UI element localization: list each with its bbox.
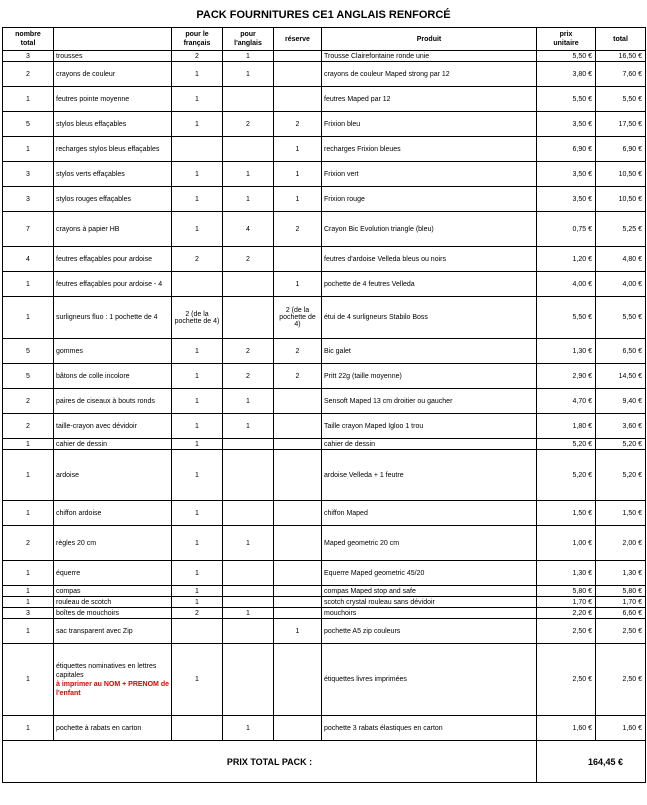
row-produit: étiquettes livres imprimées [322,644,537,716]
row-prix-unitaire: 4,70 € [537,389,596,414]
row-nombre: 5 [3,112,54,137]
row-nombre: 2 [3,62,54,87]
header-nombre-total: nombre total [3,28,54,51]
row-prix-unitaire: 0,75 € [537,212,596,247]
row-total: 5,25 € [596,212,646,247]
row-reserve [274,450,322,501]
row-nombre: 1 [3,644,54,716]
row-pour-francais: 2 [172,247,223,272]
row-total: 17,50 € [596,112,646,137]
row-prix-unitaire: 1,80 € [537,414,596,439]
row-pour-anglais [223,586,274,597]
row-reserve [274,51,322,62]
table-row [3,51,646,62]
row-designation: surligneurs fluo : 1 pochette de 4 [54,297,172,339]
table-row [3,526,646,561]
row-nombre: 2 [3,526,54,561]
header-designation [54,28,172,51]
table-row [3,339,646,364]
row-pour-anglais: 1 [223,414,274,439]
row-total: 6,90 € [596,137,646,162]
row-designation: stylos verts effaçables [54,162,172,187]
row-prix-unitaire: 5,50 € [537,87,596,112]
row-designation: sac transparent avec Zip [54,619,172,644]
row-prix-unitaire: 2,20 € [537,608,596,619]
row-produit: pochette A5 zip couleurs [322,619,537,644]
table-row [3,87,646,112]
row-pour-anglais: 4 [223,212,274,247]
row-reserve: 2 [274,339,322,364]
row-reserve [274,247,322,272]
row-designation: pochette à rabats en carton [54,716,172,741]
row-pour-anglais: 1 [223,187,274,212]
row-produit: Crayon Bic Evolution triangle (bleu) [322,212,537,247]
row-pour-anglais: 1 [223,526,274,561]
row-produit: feutres d'ardoise Velleda bleus ou noirs [322,247,537,272]
table-row [3,187,646,212]
row-prix-unitaire: 1,50 € [537,501,596,526]
row-pour-anglais [223,644,274,716]
row-total: 2,50 € [596,644,646,716]
row-pour-anglais [223,501,274,526]
row-produit: Sensoft Maped 13 cm droitier ou gaucher [322,389,537,414]
row-designation: cahier de dessin [54,439,172,450]
row-designation: stylos bleus effaçables [54,112,172,137]
row-prix-unitaire: 2,50 € [537,619,596,644]
row-produit: cahier de dessin [322,439,537,450]
total-value: 164,45 € [537,741,646,783]
table-row [3,619,646,644]
row-pour-francais: 1 [172,62,223,87]
row-pour-francais: 2 (de la pochette de 4) [172,297,223,339]
row-pour-francais: 1 [172,561,223,586]
row-pour-francais [172,137,223,162]
header-total: total [596,28,646,51]
row-pour-anglais [223,87,274,112]
row-prix-unitaire: 3,80 € [537,62,596,87]
row-total: 4,80 € [596,247,646,272]
table-row [3,137,646,162]
row-prix-unitaire: 6,90 € [537,137,596,162]
table-row [3,62,646,87]
row-pour-francais: 2 [172,51,223,62]
header-prix-unitaire: prix unitaire [537,28,596,51]
header-pour-francais: pour le français [172,28,223,51]
row-reserve: 2 [274,212,322,247]
row-designation: rouleau de scotch [54,597,172,608]
row-pour-anglais [223,597,274,608]
row-produit: étui de 4 surligneurs Stabilo Boss [322,297,537,339]
row-pour-francais: 1 [172,526,223,561]
row-prix-unitaire: 5,50 € [537,51,596,62]
table-row [3,297,646,339]
table-row [3,501,646,526]
row-designation: étiquettes nominatives en lettres capitales à imprimer au NOM + PRENOM de l'enfant [54,644,172,716]
row-nombre: 3 [3,51,54,62]
row-reserve [274,62,322,87]
row-nombre: 3 [3,162,54,187]
row-pour-francais: 1 [172,450,223,501]
row-pour-anglais [223,137,274,162]
row-nombre: 1 [3,501,54,526]
row-prix-unitaire: 5,50 € [537,297,596,339]
row-produit: pochette 3 rabats élastiques en carton [322,716,537,741]
row-prix-unitaire: 1,70 € [537,597,596,608]
row-produit: ardoise Velleda + 1 feutre [322,450,537,501]
row-reserve [274,716,322,741]
row-produit: compas Maped stop and safe [322,586,537,597]
row-prix-unitaire: 5,20 € [537,450,596,501]
row-reserve: 1 [274,137,322,162]
row-produit: scotch crystal rouleau sans dévidoir [322,597,537,608]
row-produit: Trousse Clairefontaine ronde unie [322,51,537,62]
row-designation: crayons à papier HB [54,212,172,247]
row-designation: trousses [54,51,172,62]
row-total: 5,50 € [596,87,646,112]
row-designation: ardoise [54,450,172,501]
row-nombre: 1 [3,87,54,112]
row-prix-unitaire: 3,50 € [537,187,596,212]
row-reserve [274,501,322,526]
row-prix-unitaire: 5,20 € [537,439,596,450]
row-pour-francais: 2 [172,608,223,619]
row-prix-unitaire: 1,30 € [537,339,596,364]
row-reserve: 1 [274,619,322,644]
row-total: 1,60 € [596,716,646,741]
row-nombre: 7 [3,212,54,247]
table-row [3,389,646,414]
row-pour-anglais: 2 [223,364,274,389]
row-nombre: 4 [3,247,54,272]
row-total: 5,20 € [596,450,646,501]
row-pour-francais: 1 [172,87,223,112]
row-nombre: 3 [3,608,54,619]
row-pour-francais: 1 [172,501,223,526]
table-body [3,51,646,741]
row-nombre: 1 [3,716,54,741]
row-nombre: 1 [3,450,54,501]
row-total: 1,30 € [596,561,646,586]
row-pour-francais: 1 [172,644,223,716]
row-pour-francais [172,716,223,741]
header-reserve: réserve [274,28,322,51]
row-designation: boîtes de mouchoirs [54,608,172,619]
row-total: 1,50 € [596,501,646,526]
row-pour-francais [172,272,223,297]
row-nombre: 1 [3,439,54,450]
row-pour-anglais: 1 [223,716,274,741]
table-row [3,162,646,187]
row-reserve [274,586,322,597]
row-pour-francais: 1 [172,439,223,450]
row-nombre: 1 [3,561,54,586]
row-reserve [274,561,322,586]
row-pour-anglais: 2 [223,247,274,272]
row-total: 10,50 € [596,162,646,187]
row-reserve: 2 [274,112,322,137]
row-reserve [274,414,322,439]
row-nombre: 3 [3,187,54,212]
row-designation: recharges stylos bleus effaçables [54,137,172,162]
row-designation: taille-crayon avec dévidoir [54,414,172,439]
row-total: 14,50 € [596,364,646,389]
row-pour-francais: 1 [172,212,223,247]
row-pour-anglais: 1 [223,389,274,414]
row-prix-unitaire: 4,00 € [537,272,596,297]
row-pour-francais: 1 [172,112,223,137]
row-pour-anglais [223,297,274,339]
table-row [3,272,646,297]
row-total: 2,50 € [596,619,646,644]
row-total: 6,60 € [596,608,646,619]
row-nombre: 5 [3,339,54,364]
row-total: 1,70 € [596,597,646,608]
row-prix-unitaire: 3,50 € [537,112,596,137]
row-designation: compas [54,586,172,597]
table-row [3,212,646,247]
row-reserve [274,87,322,112]
row-pour-anglais [223,439,274,450]
row-reserve: 1 [274,272,322,297]
row-total: 3,60 € [596,414,646,439]
row-designation: feutres pointe moyenne [54,87,172,112]
row-total: 4,00 € [596,272,646,297]
row-produit: Maped geometric 20 cm [322,526,537,561]
row-reserve [274,608,322,619]
row-prix-unitaire: 1,20 € [537,247,596,272]
table-row [3,597,646,608]
row-pour-anglais: 1 [223,62,274,87]
row-pour-anglais: 1 [223,608,274,619]
row-reserve [274,644,322,716]
row-reserve: 2 [274,364,322,389]
row-total: 5,80 € [596,586,646,597]
row-produit: chiffon Maped [322,501,537,526]
table-row [3,716,646,741]
row-reserve [274,389,322,414]
row-total: 5,50 € [596,297,646,339]
row-total: 16,50 € [596,51,646,62]
page-title: PACK FOURNITURES CE1 ANGLAIS RENFORCÉ [196,9,451,21]
row-produit: feutres Maped par 12 [322,87,537,112]
row-prix-unitaire: 1,00 € [537,526,596,561]
row-produit: Equerre Maped geometric 45/20 [322,561,537,586]
row-nombre: 1 [3,272,54,297]
row-designation: paires de ciseaux à bouts ronds [54,389,172,414]
row-total: 9,40 € [596,389,646,414]
table-header [3,28,646,51]
table-row [3,247,646,272]
row-pour-anglais [223,561,274,586]
row-reserve: 1 [274,162,322,187]
row-nombre: 1 [3,619,54,644]
row-reserve: 1 [274,187,322,212]
table-row [3,561,646,586]
row-designation: bâtons de colle incolore [54,364,172,389]
row-pour-francais [172,619,223,644]
row-pour-anglais: 1 [223,162,274,187]
row-produit: Frixion vert [322,162,537,187]
row-nombre: 2 [3,389,54,414]
row-prix-unitaire: 5,80 € [537,586,596,597]
row-nombre: 1 [3,586,54,597]
table-row [3,450,646,501]
row-pour-francais: 1 [172,389,223,414]
row-pour-anglais [223,450,274,501]
table-row [3,112,646,137]
row-designation: chiffon ardoise [54,501,172,526]
table-row [3,414,646,439]
table-footer [3,741,646,783]
row-pour-anglais [223,619,274,644]
row-produit: crayons de couleur Maped strong par 12 [322,62,537,87]
table-row [3,608,646,619]
row-prix-unitaire: 1,30 € [537,561,596,586]
row-pour-anglais: 1 [223,51,274,62]
table-row [3,586,646,597]
row-pour-francais: 1 [172,339,223,364]
row-produit: pochette de 4 feutres Velleda [322,272,537,297]
row-produit: Frixion rouge [322,187,537,212]
supply-table [2,27,646,783]
row-produit: Pritt 22g (taille moyenne) [322,364,537,389]
row-produit: Taille crayon Maped Igloo 1 trou [322,414,537,439]
row-nombre: 1 [3,137,54,162]
table-row [3,364,646,389]
row-pour-anglais [223,272,274,297]
row-designation: règles 20 cm [54,526,172,561]
table-row [3,439,646,450]
row-produit: mouchoirs [322,608,537,619]
row-prix-unitaire: 2,50 € [537,644,596,716]
print-name-note: à imprimer au NOM + PRENOM de l'enfant [56,680,169,697]
total-label: PRIX TOTAL PACK : [3,741,537,783]
row-reserve: 2 (de la pochette de 4) [274,297,322,339]
row-nombre: 1 [3,597,54,608]
row-pour-francais: 1 [172,414,223,439]
row-designation: stylos rouges effaçables [54,187,172,212]
table-row [3,644,646,716]
row-reserve [274,439,322,450]
row-reserve [274,597,322,608]
row-total: 7,60 € [596,62,646,87]
row-nombre: 5 [3,364,54,389]
row-designation: crayons de couleur [54,62,172,87]
row-total: 2,00 € [596,526,646,561]
row-designation: gommes [54,339,172,364]
row-produit: Bic galet [322,339,537,364]
row-reserve [274,526,322,561]
row-produit: Frixion bleu [322,112,537,137]
row-pour-anglais: 2 [223,339,274,364]
header-pour-anglais: pour l'anglais [223,28,274,51]
row-nombre: 1 [3,297,54,339]
row-designation: feutres effaçables pour ardoise - 4 [54,272,172,297]
row-pour-francais: 1 [172,586,223,597]
row-pour-anglais: 2 [223,112,274,137]
row-designation: feutres effaçables pour ardoise [54,247,172,272]
row-prix-unitaire: 1,60 € [537,716,596,741]
row-designation: équerre [54,561,172,586]
row-produit: recharges Frixion bleues [322,137,537,162]
row-pour-francais: 1 [172,364,223,389]
row-total: 5,20 € [596,439,646,450]
row-pour-francais: 1 [172,187,223,212]
header-produit: Produit [322,28,537,51]
row-total: 10,50 € [596,187,646,212]
row-prix-unitaire: 2,90 € [537,364,596,389]
row-total: 6,50 € [596,339,646,364]
row-pour-francais: 1 [172,162,223,187]
row-pour-francais: 1 [172,597,223,608]
row-nombre: 2 [3,414,54,439]
row-prix-unitaire: 3,50 € [537,162,596,187]
